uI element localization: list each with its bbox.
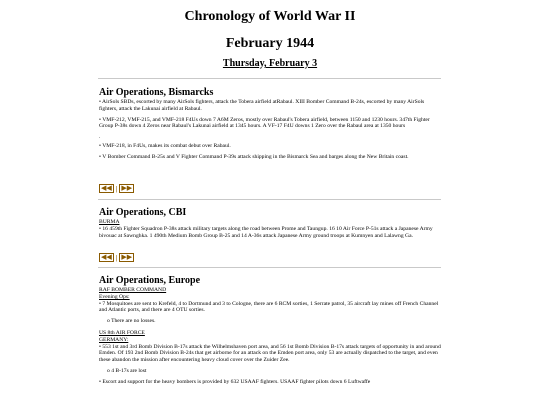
month-heading: February 1944 bbox=[225, 36, 315, 51]
divider bbox=[98, 78, 441, 79]
nav-first-button[interactable] bbox=[99, 253, 114, 262]
nav-last-button[interactable] bbox=[119, 253, 134, 262]
nav-separator: | bbox=[115, 184, 118, 193]
double-chevron-left-icon: ◀◀ bbox=[101, 184, 112, 192]
section-bismarcks bbox=[99, 87, 444, 161]
evening-ops-heading: Evening Ops: bbox=[99, 293, 130, 300]
list-item: • V Bomber Command B-25s and V Fighter Command P-39s attack shipping in the Bismarck Sea and barges along the New Britain coast. bbox=[99, 153, 409, 160]
raf-heading: RAF BOMBER COMMAND bbox=[99, 287, 167, 293]
list-item: . bbox=[99, 134, 101, 141]
nav-last-button[interactable] bbox=[119, 184, 134, 193]
double-chevron-left-icon: ◀◀ bbox=[101, 253, 112, 261]
double-chevron-right-icon: ▶▶ bbox=[121, 184, 133, 192]
page-title: Chronology of World War II bbox=[184, 9, 356, 24]
list-item: • AirSols SBDs, escorted by many AirSols fighters, attack the Tobera airfield atRabaul. XIII Bomber Command B-24s, escorted by many AirSols fighters, attack the Lakunai airfield at Rabaul. bbox=[99, 99, 425, 112]
list-subitem: o 4 B-17s are lost bbox=[107, 367, 147, 374]
nav-separator: | bbox=[115, 253, 118, 262]
section-nav[interactable] bbox=[99, 184, 134, 193]
section-europe bbox=[99, 275, 444, 386]
list-item: • 16 459th Fighter Squadron P-38s attack military targets along the road between Prome and Taungup. 16 10 Air Force P-51s attack a Japanese Army bivouac at Sawnghka. 1 490th Medium Bomb Group B-25 and 14 A-36s attack Japanese Army ground troops at Kumnyen and Lalawng Ga. bbox=[99, 225, 433, 239]
list-item: • 553 1st and 3rd Bomb Division B-17s attack the Wilhelmshaven port area, and 56 1st Bomb Division B-17s attack targets of opportunity in and around Emden. Of 193 2nd Bomb Division B-24s that get airborne for an attack on the Emden port area, only 53 are actually dispatched to the target, and even these abandon the mission after encountering heavy cloud cover over the Zuider Zee. bbox=[99, 343, 441, 364]
double-chevron-right-icon: ▶▶ bbox=[121, 253, 133, 261]
section-cbi bbox=[99, 207, 444, 239]
day-heading: Thursday, February 3 bbox=[222, 58, 318, 69]
list-item: • Escort and support for the heavy bombers is provided by 632 USAAF fighters. USAAF fighter pilots down 6 Luftwaffe bbox=[99, 378, 371, 385]
section-title: Air Operations, CBI bbox=[99, 207, 187, 218]
list-item: • VMF-212, VMF-215, and VMF-218 F4Us down 7 A6M Zeros, mostly over Rabaul's Tobera airfield, between 1150 and 1230 hours. 347th Fighter Group P-38s down 4 Zeros near Rabaul's Lakunai airfield at 1345 hours. A VF-17 F4U downs 1 Zero over the Rabaul area at 1350 hours bbox=[99, 116, 430, 130]
nav-first-button[interactable] bbox=[99, 184, 114, 193]
list-subitem: o There are no losses. bbox=[107, 318, 156, 325]
usaaf-heading: US 8th AIR FORCE bbox=[99, 329, 145, 336]
section-title: Air Operations, Bismarcks bbox=[99, 87, 214, 98]
divider bbox=[98, 267, 441, 268]
list-item: • 7 Mosquitoes are sent to Krefeld, 4 to Dortmund and 3 to Cologne, there are 6 RCM sorties, 1 Serrate patrol, 35 aircraft lay mines off French Channel and Atlantic ports, and there are 4 OTU sorties. bbox=[99, 300, 439, 314]
section-nav[interactable] bbox=[99, 253, 134, 262]
germany-heading: GERMANY: bbox=[99, 336, 129, 343]
divider bbox=[98, 199, 441, 200]
region-subheading: BURMA bbox=[99, 219, 120, 225]
section-title: Air Operations, Europe bbox=[99, 275, 201, 286]
list-item: • VMF-218, in F4Us, makes its combat debut over Rabaul. bbox=[99, 142, 231, 149]
